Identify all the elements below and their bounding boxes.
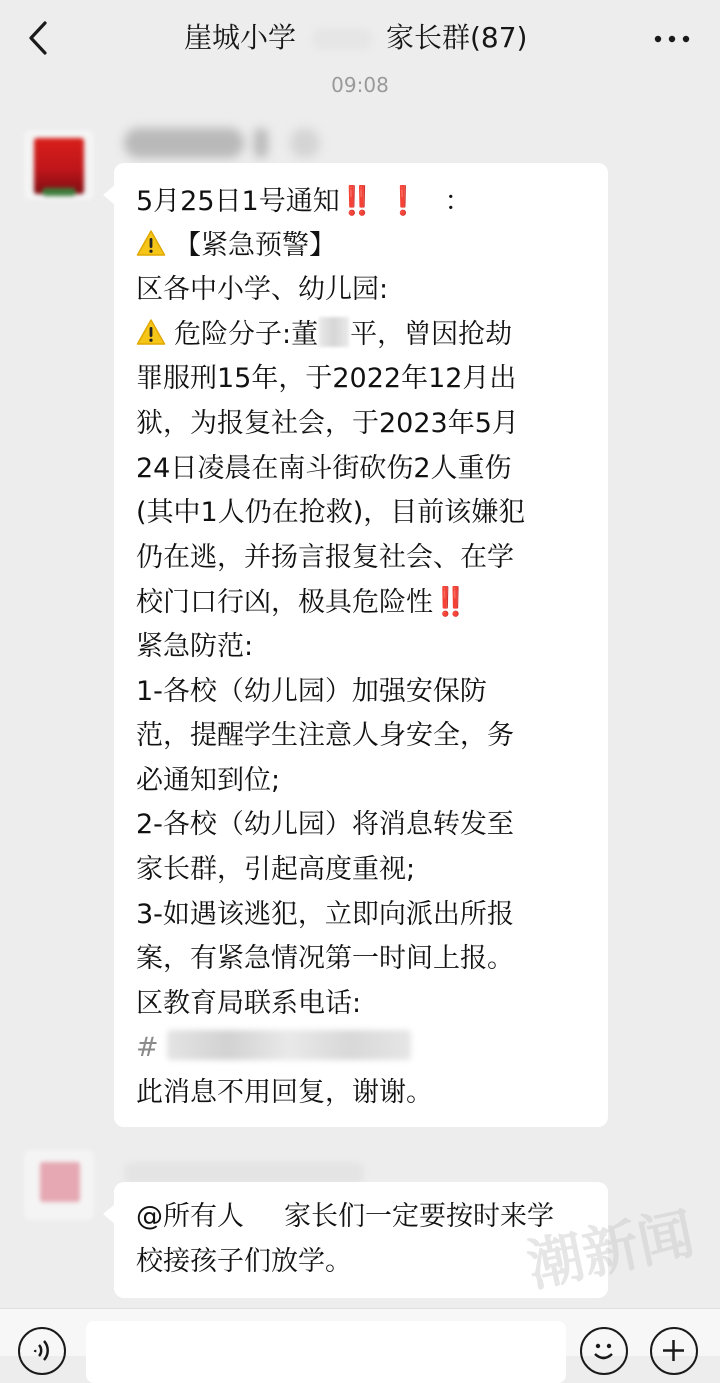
more-horizontal-icon [654, 34, 690, 44]
recipients-line: 区各中小学、幼儿园: [136, 274, 389, 306]
warning-icon [136, 229, 166, 257]
measures-heading: 紧急防范: [136, 630, 254, 662]
avatar[interactable] [24, 130, 94, 200]
measure-line: 2-各校（幼儿园）将消息转发至 [136, 809, 514, 841]
suspect-line [136, 313, 586, 358]
body-line: 狱，为报复社会，于2023年5月 [136, 407, 519, 439]
message-line: 校接孩子们放学。 [136, 1245, 352, 1277]
measure-line: 案，有紧急情况第一时间上报。 [136, 943, 514, 975]
mention-all[interactable]: @所有人 [136, 1201, 244, 1232]
mention-line: @所有人 家长们一定要按时来学 [136, 1201, 554, 1232]
phone-prefix: # [136, 1032, 159, 1064]
plus-icon [652, 1329, 695, 1372]
measure-line: 区教育局联系电话: [136, 987, 362, 1019]
suspect-prefix: 危险分子:董 [174, 318, 319, 350]
notice-title-line: 5月25日1号通知‼️ ❗ ： [136, 184, 472, 217]
measure-line: 3-如遇该逃犯，立即向派出所报 [136, 898, 514, 930]
measure-line: 1-各校（幼儿园）加强安保防 [136, 675, 487, 707]
plus-button[interactable] [650, 1327, 698, 1375]
emoji-button[interactable] [580, 1327, 628, 1375]
exclamation-icon: ❗ [385, 184, 421, 217]
title-redaction [312, 28, 372, 50]
message-timestamp: 09:08 [331, 73, 389, 97]
chat-header [0, 0, 720, 78]
more-button[interactable] [652, 22, 692, 56]
body-line: (其中1人仍在抢救)，目前该嫌犯 [136, 497, 526, 529]
measure-line: 必通知到位; [136, 764, 281, 796]
voice-icon [20, 1329, 63, 1372]
danger-line: 校门口行凶，极具危险性‼️ [136, 585, 465, 619]
message-bubble[interactable] [114, 163, 608, 1127]
closing-line: 此消息不用回复，谢谢。 [136, 1076, 433, 1108]
double-exclamation-icon: ‼️ [339, 184, 372, 217]
body-line: 24日凌晨在南斗街砍伤2人重伤 [136, 452, 512, 484]
measure-line: 范，提醒学生注意人身安全，务 [136, 720, 514, 752]
warning-icon [136, 318, 166, 346]
message-input[interactable] [86, 1321, 566, 1383]
sender-name-redacted [124, 1162, 364, 1184]
double-exclamation-icon: ‼️ [433, 585, 465, 619]
avatar[interactable] [24, 1150, 94, 1220]
back-button[interactable] [20, 18, 56, 58]
voice-button[interactable] [18, 1327, 66, 1375]
alert-heading-line [136, 224, 586, 269]
chat-title-school: 崖城小学 [184, 21, 297, 54]
body-line: 仍在逃，并扬言报复社会、在学 [136, 541, 514, 573]
chevron-left-icon [27, 20, 49, 56]
input-bar [0, 1308, 720, 1356]
alert-heading: 【紧急预警】 [174, 229, 336, 261]
suspect-suffix: 平，曾因抢劫 [350, 318, 513, 350]
chat-title-group: 家长群(87) [386, 21, 528, 54]
measure-line: 家长群，引起高度重视; [136, 853, 416, 885]
body-line: 罪服刑15年，于2022年12月出 [136, 363, 517, 395]
watermark: 潮新闻 [522, 1201, 700, 1300]
notice-title: 5月25日1号通知 [136, 186, 340, 217]
sender-name-redacted [124, 124, 324, 162]
name-redaction [319, 317, 349, 347]
phone-redaction [167, 1030, 411, 1060]
emoji-icon [582, 1329, 625, 1372]
phone-line [136, 1026, 586, 1071]
